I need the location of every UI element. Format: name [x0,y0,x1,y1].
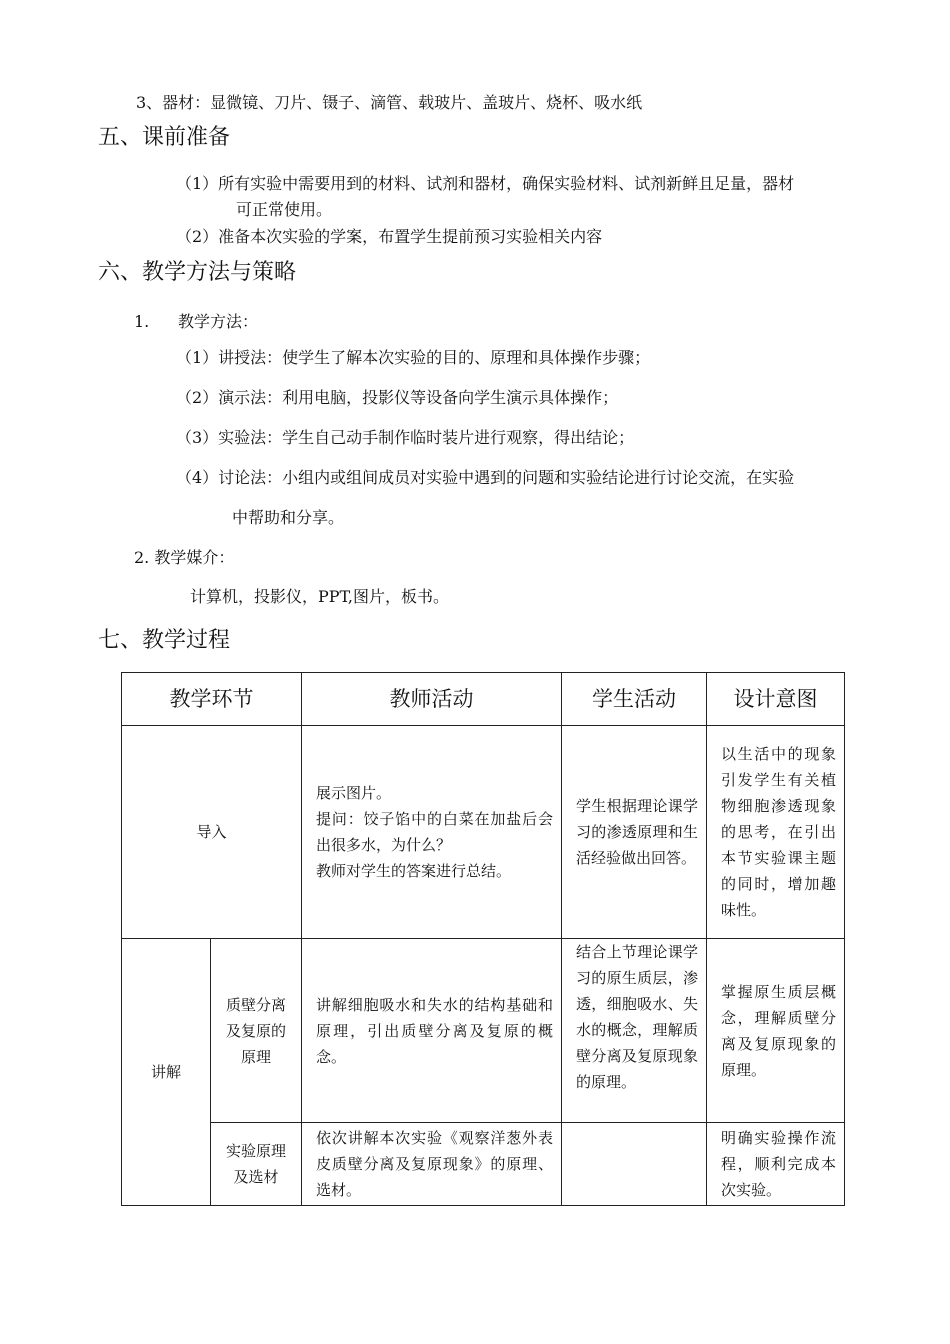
intro-student: 学生根据理论课学习的渗透原理和生活经验做出回答。 [562,726,707,939]
media-text: 计算机，投影仪，PPT,图片，板书。 [190,587,449,606]
table-row-lecture-1 [122,939,845,1123]
prep-item-1-line-2: 可正常使用。 [236,200,333,219]
lecture-teacher-2: 依次讲解本次实验《观察洋葱外表皮质壁分离及复原现象》的原理、选材。 [302,1123,562,1206]
method-3: （3）实验法：学生自己动手制作临时装片进行观察，得出结论； [176,428,635,447]
header-intent: 设计意图 [707,673,845,726]
prep-item-1-line-1: （1）所有实验中需要用到的材料、试剂和器材，确保实验材料、试剂新鲜且足量，器材 [176,174,795,193]
prep-item-2: （2）准备本次实验的学案，布置学生提前预习实验相关内容 [176,227,603,246]
lecture-intent-2: 明确实验操作流程，顺利完成本次实验。 [707,1123,845,1206]
table-row-intro [122,726,845,939]
table-header-row [122,673,845,726]
intro-intent: 以生活中的现象引发学生有关植物细胞渗透现象的思考，在引出本节实验课主题的同时，增加趣味性。 [707,726,845,939]
header-student: 学生活动 [562,673,707,726]
method-1: （1）讲授法：使学生了解本次实验的目的、原理和具体操作步骤； [176,348,651,367]
lecture-sub-1: 质壁分离及复原的原理 [211,939,302,1123]
teaching-process-table [121,672,845,1206]
header-stage: 教学环节 [122,673,302,726]
lecture-student-1: 结合上节理论课学习的原生质层，渗透，细胞吸水、失水的概念，理解质壁分离及复原现象的原理。 [562,939,707,1123]
intro-stage: 导入 [122,726,302,939]
media-title: 2. 教学媒介： [134,548,235,567]
method-2: （2）演示法：利用电脑，投影仪等设备向学生演示具体操作； [176,388,619,407]
lecture-teacher-1: 讲解细胞吸水和失水的结构基础和原理，引出质壁分离及复原的概念。 [302,939,562,1123]
intro-teacher: 展示图片。 提问：饺子馅中的白菜在加盐后会出很多水，为什么？ 教师对学生的答案进行总结。 [302,726,562,939]
methods-title: 教学方法： [178,312,259,331]
section-5-heading: 五、课前准备 [98,125,231,150]
lecture-stage: 讲解 [122,939,211,1206]
section-6-heading: 六、教学方法与策略 [98,260,297,285]
table-row-lecture-2 [122,1123,845,1206]
header-teacher: 教师活动 [302,673,562,726]
lecture-student-2 [562,1123,707,1206]
lecture-sub-2: 实验原理及选材 [211,1123,302,1206]
lecture-intent-1: 掌握原生质层概念，理解质壁分离及复原现象的原理。 [707,939,845,1123]
method-4-line-2: 中帮助和分享。 [232,508,345,527]
section-7-heading: 七、教学过程 [98,628,231,653]
equipment-line: 3、器材：显微镜、刀片、镊子、滴管、载玻片、盖玻片、烧杯、吸水纸 [136,93,643,112]
method-4-line-1: （4）讨论法：小组内或组间成员对实验中遇到的问题和实验结论进行讨论交流，在实验 [176,468,795,487]
methods-number: 1. [134,312,150,331]
